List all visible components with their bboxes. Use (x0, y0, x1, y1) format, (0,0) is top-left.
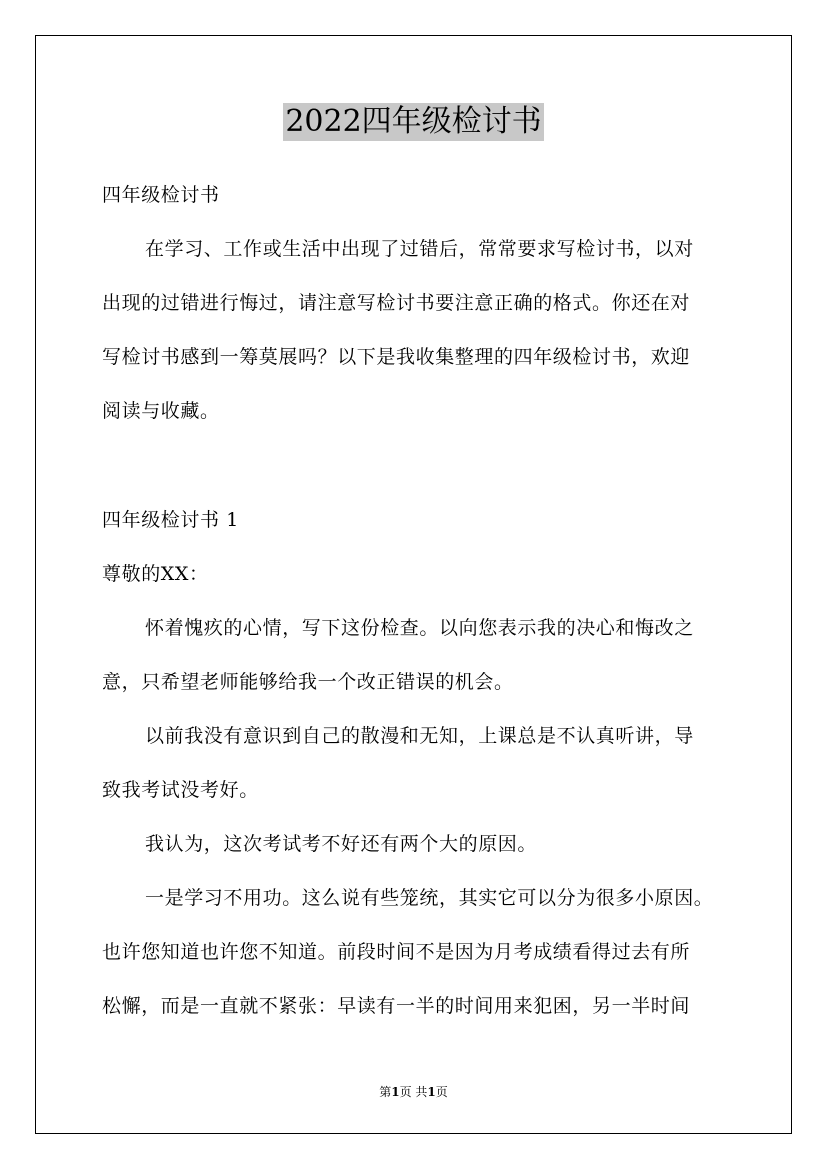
document-title: 2022四年级检讨书 (285, 104, 542, 139)
paragraph-line: 阅读与收藏。 (102, 400, 220, 422)
section-heading: 四年级检讨书 1 (102, 509, 239, 531)
paragraph-line: 一是学习不用功。这么说有些笼统，其实它可以分为很多小原因。 (145, 887, 714, 909)
paragraph-line: 在学习、工作或生活中出现了过错后，常常要求写检讨书，以对 (145, 238, 694, 260)
footer-prefix: 第 (379, 1085, 392, 1099)
paragraph-line: 意，只希望老师能够给我一个改正错误的机会。 (102, 671, 514, 693)
title-container (0, 103, 827, 141)
paragraph-line: 我认为，这次考试考不好还有两个大的原因。 (145, 833, 538, 855)
heading-line: 四年级检讨书 (102, 184, 220, 206)
paragraph-line: 写检讨书感到一筹莫展吗？以下是我收集整理的四年级检讨书，欢迎 (102, 346, 691, 368)
salutation-line: 尊敬的XX： (102, 563, 209, 585)
footer-total-pages: 1 (427, 1085, 436, 1099)
paragraph-line: 怀着愧疚的心情，写下这份检查。以向您表示我的决心和悔改之 (145, 617, 694, 639)
footer-current-page: 1 (391, 1085, 400, 1099)
paragraph-line: 以前我没有意识到自己的散漫和无知，上课总是不认真听讲，导 (145, 725, 694, 747)
paragraph-line: 也许您知道也许您不知道。前段时间不是因为月考成绩看得过去有所 (102, 941, 691, 963)
page-footer (0, 1084, 827, 1100)
paragraph-line: 致我考试没考好。 (102, 779, 259, 801)
paragraph-line: 出现的过错进行悔过，请注意写检讨书要注意正确的格式。你还在对 (102, 292, 691, 314)
paragraph-line: 松懈，而是一直就不紧张：早读有一半的时间用来犯困，另一半时间 (102, 995, 691, 1017)
footer-mid: 页 共 (399, 1085, 428, 1099)
footer-suffix: 页 (435, 1085, 448, 1099)
